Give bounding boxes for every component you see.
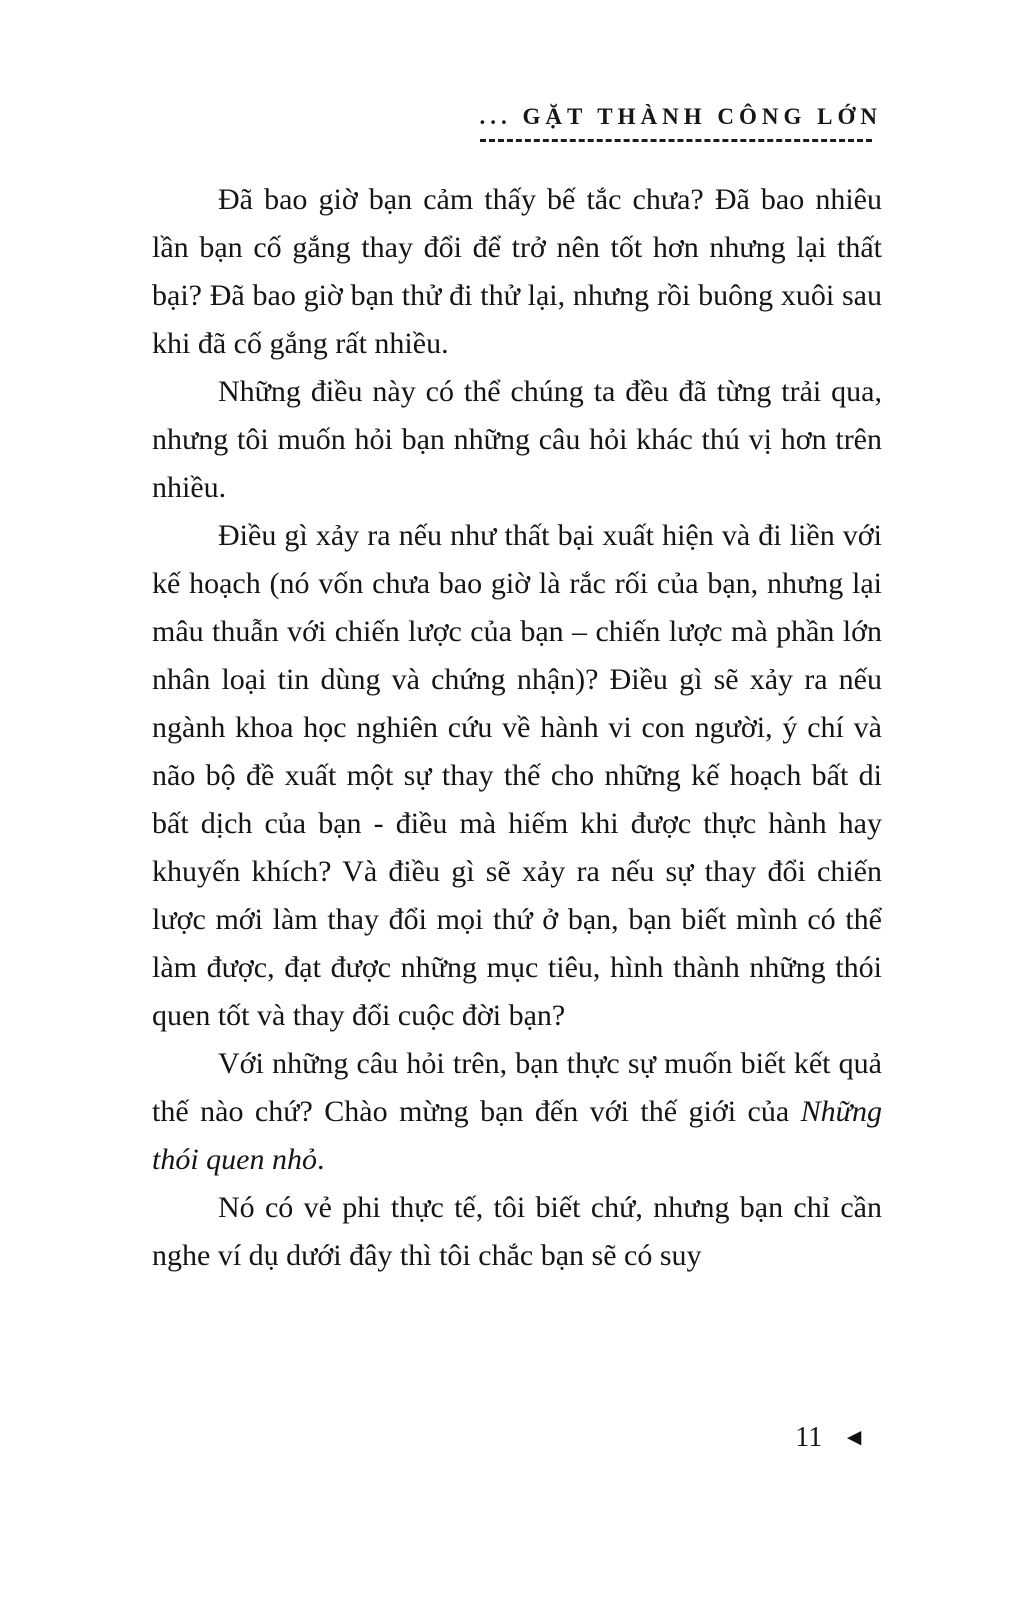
text-run: Với những câu hỏi trên, bạn thực sự muốn biết kết quả thế nào chứ? Chào mừng bạn đến với thế giới của (152, 1047, 882, 1128)
paragraph (152, 1184, 882, 1280)
text-run: Đã bao giờ bạn cảm thấy bế tắc chưa? Đã bao nhiêu lần bạn cố gắng thay đổi để trở nên tốt hơn nhưng lại thất bại? Đã bao giờ bạn thử đi thử lại, nhưng rồi buông xuôi sau khi đã cố gắng rất nhiều. (152, 183, 882, 360)
page-number: 11 (795, 1422, 823, 1453)
page-body (152, 176, 882, 1280)
paragraph (152, 176, 882, 368)
paragraph (152, 368, 882, 512)
text-run: Điều gì xảy ra nếu như thất bại xuất hiện và đi liền với kế hoạch (nó vốn chưa bao giờ là rắc rối của bạn, nhưng lại mâu thuẫn với chiến lược của bạn – chiến lược mà phần lớn nhân loại tin dùng và chứng nhận)? Điều gì sẽ xảy ra nếu ngành khoa học nghiên cứu về hành vi con người, ý chí và não bộ đề xuất một sự thay thế cho những kế hoạch bất di bất dịch của bạn - điều mà hiếm khi được thực hành hay khuyến khích? Và điều gì sẽ xảy ra nếu sự thay đổi chiến lược mới làm thay đổi mọi thứ ở bạn, bạn biết mình có thể làm được, đạt được những mục tiêu, hình thành những thói quen tốt và thay đổi cuộc đời bạn? (152, 519, 882, 1032)
text-run: Những điều này có thể chúng ta đều đã từng trải qua, nhưng tôi muốn hỏi bạn những câu hỏi khác thú vị hơn trên nhiều. (152, 375, 882, 504)
header-dashed-rule (480, 139, 872, 142)
text-run: . (317, 1143, 325, 1176)
page-footer (795, 1422, 866, 1454)
running-header (480, 104, 882, 142)
italic-text-run: Những thói quen nhỏ (152, 1095, 882, 1176)
paragraph (152, 512, 882, 1040)
text-run: Nó có vẻ phi thực tế, tôi biết chứ, nhưng bạn chỉ cần nghe ví dụ dưới đây thì tôi chắc bạn sẽ có suy (152, 1191, 882, 1272)
prev-page-triangle-icon: ◄ (842, 1425, 866, 1451)
header-title: ... GẶT THÀNH CÔNG LỚN (479, 104, 882, 129)
paragraph (152, 1040, 882, 1184)
